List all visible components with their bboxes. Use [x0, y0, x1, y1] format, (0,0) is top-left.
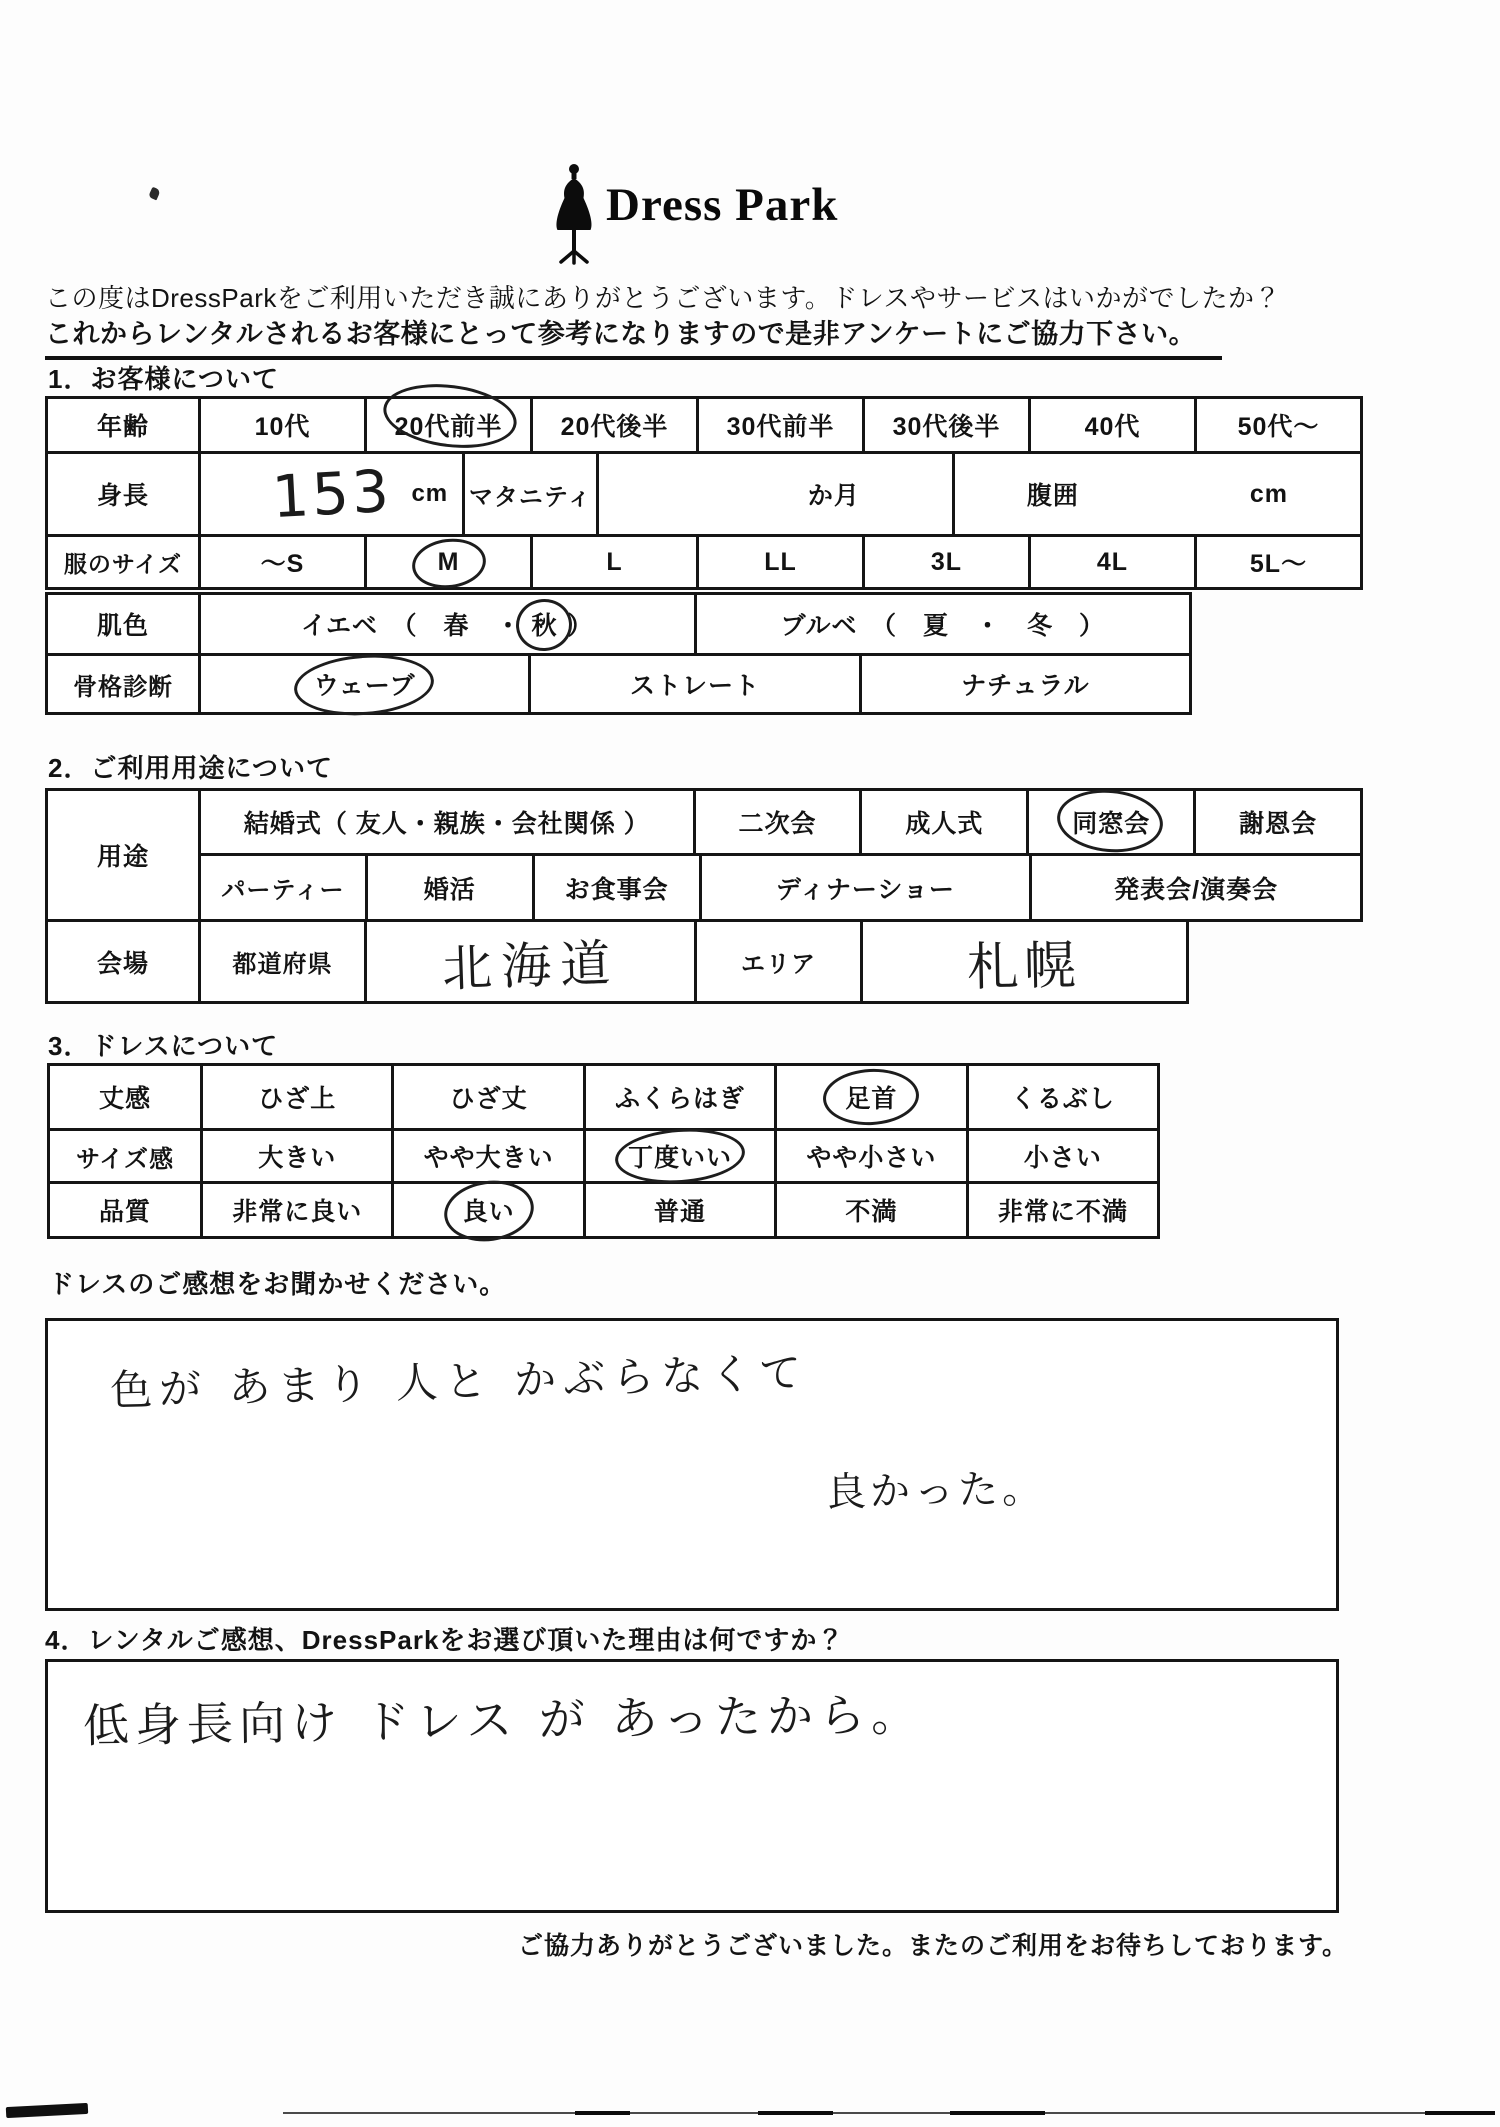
height-value-cell — [198, 454, 462, 534]
customer-table — [45, 396, 1363, 590]
age-option: 10代 — [198, 399, 364, 451]
section4-title: 4．レンタルご感想、DressParkをお選び頂いた理由は何ですか？ — [45, 1625, 845, 1655]
frame-option-selected — [198, 656, 528, 712]
purpose-option: 謝恩会 — [1193, 791, 1360, 853]
age-option-label: 20代前半 — [394, 413, 503, 441]
section2-title: 2．ご利用用途について — [48, 753, 333, 783]
waist-label: 腹囲 — [1026, 482, 1079, 510]
length-option: ふくらはぎ — [583, 1066, 774, 1128]
prefecture-value — [364, 922, 694, 1001]
fit-option: 大きい — [200, 1131, 391, 1181]
handwritten-area: 札幌 — [967, 936, 1083, 998]
section1-title: 1．お客様について — [48, 364, 279, 394]
handwritten-comment-line2: 良かった。 — [825, 1466, 1047, 1516]
size-label: 服のサイズ — [63, 550, 183, 577]
handwritten-height: 153 — [270, 456, 394, 532]
handwritten-circle — [531, 606, 557, 642]
comment-box — [45, 1318, 1339, 1611]
fit-row — [50, 1128, 1157, 1181]
purpose-option: 成人式 — [859, 791, 1026, 853]
quality-option: 不満 — [774, 1184, 965, 1236]
length-label: 丈感 — [98, 1085, 151, 1113]
length-option-label: 足首 — [845, 1085, 898, 1113]
quality-row — [50, 1181, 1157, 1236]
skin-cool-cell: ブルベ （ 夏 ・ 冬 ） — [694, 595, 1190, 653]
venue-table — [45, 919, 1189, 1004]
size-option-label: M — [437, 547, 460, 576]
purpose-option: 二次会 — [693, 791, 860, 853]
size-option: LL — [696, 537, 862, 587]
height-row — [48, 451, 1360, 534]
purpose-option: 結婚式（ 友人・親族・会社関係 ） — [243, 810, 650, 838]
fit-option-selected — [583, 1131, 774, 1181]
scan-artifact-segment — [950, 2111, 1045, 2115]
handwritten-circle — [395, 407, 503, 443]
section3-title: 3．ドレスについて — [48, 1031, 279, 1061]
skin-frame-table — [45, 592, 1192, 715]
purpose-option: ディナーショー — [699, 856, 1030, 919]
purpose-options — [198, 791, 1360, 919]
purpose-row1 — [201, 791, 1360, 853]
frame-label: 骨格診断 — [73, 673, 173, 701]
venue-row — [48, 922, 1186, 1001]
frame-option-label: ウェーブ — [313, 672, 416, 700]
handwritten-reason: 低身長向け ドレス が あったから。 — [82, 1687, 924, 1753]
closing-message: ご協力ありがとうございました。またのご利用をお待ちしております。 — [517, 1932, 1348, 1960]
maternity-label: マタニティ — [462, 454, 596, 534]
age-row — [48, 399, 1360, 451]
frame-option: ナチュラル — [859, 656, 1189, 712]
area-value — [860, 922, 1186, 1001]
length-option: くるぶし — [966, 1066, 1157, 1128]
clothing-size-row — [48, 534, 1360, 587]
waist-cell — [952, 454, 1360, 534]
purpose-option-selected — [1026, 791, 1193, 853]
size-option: 5L～ — [1194, 537, 1360, 587]
length-option: ひざ上 — [200, 1066, 391, 1128]
skin-warm-suffix: ） — [567, 612, 594, 640]
quality-option: 非常に不満 — [966, 1184, 1157, 1236]
age-option: 50代～ — [1194, 399, 1360, 451]
size-option: ～S — [198, 537, 364, 587]
purpose-option-label: 同窓会 — [1072, 810, 1151, 838]
age-label: 年齢 — [96, 413, 149, 441]
fit-option: やや大きい — [391, 1131, 582, 1181]
handwritten-circle — [845, 1079, 897, 1115]
handwritten-circle — [314, 666, 416, 702]
age-option: 20代後半 — [530, 399, 696, 451]
skin-warm-selected: 秋 — [531, 612, 558, 640]
size-option: 3L — [862, 537, 1028, 587]
quality-option-label: 良い — [462, 1198, 515, 1226]
handwritten-prefecture: 北海道 — [441, 933, 621, 998]
purpose-label: 用途 — [96, 843, 149, 871]
skin-warm-prefix: イエベ （ 春 ・ — [300, 612, 522, 640]
age-option: 30代後半 — [862, 399, 1028, 451]
scan-artifact-segment — [758, 2111, 833, 2115]
waist-unit: cm — [1249, 479, 1288, 508]
skin-tone-row — [48, 595, 1189, 653]
dress-table — [47, 1063, 1160, 1239]
quality-option: 普通 — [583, 1184, 774, 1236]
size-option: 4L — [1028, 537, 1194, 587]
height-unit: cm — [411, 480, 449, 507]
reason-box — [45, 1659, 1339, 1913]
length-option-selected — [774, 1066, 965, 1128]
age-option: 40代 — [1028, 399, 1194, 451]
quality-label: 品質 — [98, 1198, 151, 1226]
comment-prompt: ドレスのご感想をお聞かせください。 — [48, 1269, 507, 1299]
quality-option-selected — [391, 1184, 582, 1236]
frame-diagnosis-row — [48, 653, 1189, 712]
age-option-selected — [364, 399, 530, 451]
scan-artifact-line — [283, 2112, 1495, 2114]
dress-form-icon — [552, 163, 596, 265]
age-option: 30代前半 — [696, 399, 862, 451]
fit-option: 小さい — [966, 1131, 1157, 1181]
fit-option: やや小さい — [774, 1131, 965, 1181]
prefecture-label: 都道府県 — [198, 922, 364, 1001]
handwritten-comment-line1: 色が あまり 人と かぶらなくて — [109, 1347, 809, 1416]
intro-line2: これからレンタルされるお客様にとって参考になりますので是非アンケートにご協力下さい。 — [45, 312, 1222, 360]
purpose-option: パーティー — [221, 877, 345, 904]
handwritten-circle — [1072, 804, 1150, 840]
brand-name: Dress Park — [606, 179, 839, 231]
length-option: ひざ丈 — [391, 1066, 582, 1128]
skin-warm-cell — [198, 595, 694, 653]
handwritten-circle — [463, 1192, 515, 1228]
purpose-table — [45, 788, 1363, 922]
size-option: L — [530, 537, 696, 587]
frame-option: ストレート — [528, 656, 858, 712]
fit-label: サイズ感 — [75, 1145, 175, 1173]
size-option-selected — [364, 537, 530, 587]
purpose-row2 — [201, 853, 1360, 919]
skin-label: 肌色 — [96, 612, 149, 640]
purpose-option: 婚活 — [365, 856, 532, 919]
scan-artifact-blob — [6, 2103, 88, 2118]
purpose-option: 発表会/演奏会 — [1029, 856, 1360, 919]
area-label: エリア — [694, 922, 860, 1001]
handwritten-circle — [628, 1138, 732, 1174]
venue-label: 会場 — [96, 949, 149, 978]
maternity-months-cell: か月 — [596, 454, 952, 534]
handwritten-circle — [438, 548, 460, 577]
length-row — [50, 1066, 1157, 1128]
scan-speck — [148, 187, 161, 201]
logo — [552, 163, 838, 265]
fit-option-label: 丁度いい — [628, 1144, 733, 1172]
height-label: 身長 — [96, 482, 149, 510]
quality-option: 非常に良い — [200, 1184, 391, 1236]
purpose-option: お食事会 — [532, 856, 699, 919]
scan-artifact-segment — [575, 2111, 630, 2115]
intro-line1: この度はDressParkをご利用いただき誠にありがとうございます。ドレスやサービスはいかがでしたか？ — [45, 283, 1281, 313]
scan-artifact-segment — [1425, 2111, 1495, 2115]
